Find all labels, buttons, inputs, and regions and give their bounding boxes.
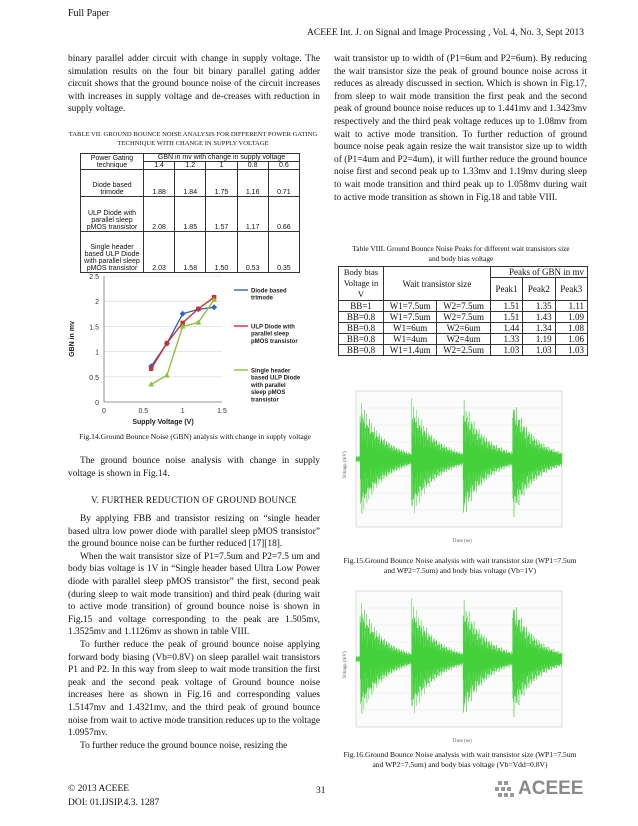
table8-peak: 1.44	[490, 323, 522, 334]
table8-peak: 1.51	[490, 301, 522, 312]
fig14-caption: Fig.14.Ground Bounce Noise (GBN) analysis with change in supply voltage	[79, 432, 311, 441]
journal-citation-header: ACEEE Int. J. on Signal and Image Processing , Vol. 4, No. 3, Sept 2013	[307, 28, 584, 38]
table7-cell: 1.57	[206, 197, 237, 232]
table-row	[339, 345, 588, 356]
footer-doi: DOI: 01.IJSIP.4.3. 1287	[68, 798, 160, 808]
table8-peak: 1.34	[523, 323, 555, 334]
table7-cell: 0.35	[268, 232, 299, 273]
table7	[80, 153, 300, 273]
table8-bb: BB=0.8	[339, 345, 384, 356]
intro-paragraph	[68, 53, 320, 116]
table7-cell: 1.16	[237, 170, 268, 197]
table-row	[339, 334, 588, 345]
aceee-logo	[494, 778, 590, 802]
table8-bb: BB=0.8	[339, 312, 384, 323]
table8-peak: 1.43	[523, 312, 555, 323]
table7-cell: 0.53	[237, 232, 268, 273]
y-axis-label: GBN in mv	[69, 321, 76, 357]
table8	[338, 266, 588, 356]
journal-type-label: Full Paper	[68, 8, 110, 19]
fig15-caption: Fig.15.Ground Bounce Noise analysis with wait transistor size (WP1=7.5um and WP2=7.5um) and body bias voltage (Vb=1V)	[343, 556, 577, 575]
table8-w2: W2=4um	[437, 334, 490, 345]
table8-bb: BB=0.8	[339, 334, 384, 345]
table7-volt: 1.4	[144, 162, 175, 170]
table8-peak: 1.33	[490, 334, 522, 345]
data-point	[196, 307, 200, 311]
table8-peak-label: Peak3	[555, 278, 587, 301]
table7-cell: 1.75	[206, 170, 237, 197]
table7-volt: 0.8	[237, 162, 268, 170]
fig16-caption: Fig.16.Ground Bounce Noise analysis with wait transistor size (WP1=7.5um and WP2=7.5um) and body bias voltage (Vb=Vdd=0.8V)	[343, 750, 577, 769]
y-tick-label: 2.5	[89, 274, 99, 281]
x-tick-label: 0.5	[138, 408, 149, 415]
table-row	[339, 323, 588, 334]
table-row	[81, 197, 300, 232]
table7-cell: 0.66	[268, 197, 299, 232]
data-point	[180, 311, 186, 317]
table-row	[81, 232, 300, 273]
table7-row-name: Diode based trimode	[81, 170, 144, 197]
table8-peak: 1.06	[555, 334, 587, 345]
table8-bb: BB=0.8	[339, 323, 384, 334]
table7-cell: 1.50	[206, 232, 237, 273]
table8-peak: 1.08	[555, 323, 587, 334]
right-text: wait transistor up to width of (P1=6um and P2=6um). By reducing the wait transistor size the peak of ground bounce noise across it reduces as already discussed in section. Which is shown in Fig.17, from sleep to wait mode transition the first peak and the second peak of ground bounce noise reduces up to 1.441mv and 1.3423mv respectively and the third peak voltage reduces up to 1.08mv from wait to active mode transition. To further reduction of ground bounce noise peak again resize the wait transistor size up to width of (P1=4um and P2=4um), it will further reduce the ground bounce noise first and second peak up to 1.33mv and 1.19mv during sleep to wait mode transition and third peak up to 1.058mv during wait to active mode transition as shown in Fig.18 and table VIII.	[334, 54, 587, 203]
y-tick-label: 2	[95, 299, 99, 307]
table7-cell: 0.71	[268, 170, 299, 197]
table7-header-gbn: GBN in mv with change in supply voltage	[144, 154, 300, 162]
table7-cell: 1.84	[175, 170, 206, 197]
table8-peak-label: Peak1	[490, 278, 522, 301]
table7-cell: 1.88	[144, 170, 175, 197]
x-tick-label: 1	[180, 408, 185, 415]
section-para-1: By applying FBB and transistor resizing on “single header based ultra low power diode with parallel sleep pMOS transistor” the ground bounce noise can be further reduced [17][18].	[68, 514, 320, 550]
y-tick-label: 0	[95, 400, 99, 407]
table8-caption: Table VIII. Ground Bounce Noise Peaks for different wait transistors size and body bias voltage	[352, 244, 570, 263]
table8-peak: 1.19	[523, 334, 555, 345]
data-point	[211, 304, 217, 310]
y-tick-label: 1	[95, 349, 99, 357]
right-paragraph	[334, 53, 587, 204]
table8-peak-label: Peak2	[523, 278, 555, 301]
page-number: 31	[316, 786, 326, 796]
y-tick-label: 0.5	[89, 374, 99, 382]
table8-header-body-bias: Body bias Voltage in V	[339, 267, 384, 301]
section-para-4: To further reduce the ground bounce noise, resizing the	[80, 740, 288, 751]
gbn-text: The ground bounce noise analysis with change in supply voltage is shown in Fig.14.	[68, 456, 320, 479]
section-title: V. FURTHER REDUCTION OF GROUND BOUNCE	[91, 495, 297, 505]
gbn-line-chart	[62, 268, 328, 428]
scope-xlabel: Time (ns)	[452, 539, 472, 544]
x-tick-label: 0	[102, 408, 106, 415]
fig16-waveform	[340, 585, 572, 745]
table7-volt: 0.6	[268, 162, 299, 170]
y-tick-label: 1.5	[89, 324, 99, 332]
scope-ylabel: Voltage (mV)	[343, 651, 348, 679]
fig15-waveform	[340, 385, 572, 545]
scope-xlabel: Time (ns)	[452, 739, 472, 744]
table7-header-technique: Power Gating technique	[81, 154, 144, 170]
data-point	[149, 367, 153, 371]
table7-caption: TABLE VII. GROUND BOUNCE NOISE ANALYSIS FOR DIFFERENT POWER GATING TECHNIQUE WITH CHANGE IN SUPPLY VOLTAGE	[68, 131, 318, 147]
table7-cell: 1.17	[237, 197, 268, 232]
table-row	[81, 170, 300, 197]
table-row	[339, 312, 588, 323]
table8-header-wait: Wait transistor size	[384, 267, 491, 301]
table8-peak: 1.51	[490, 312, 522, 323]
x-axis-label: Supply Voltage (V)	[132, 419, 194, 426]
table8-w1: W1=6um	[384, 323, 437, 334]
aceee-logo-text: ACEEE	[518, 778, 584, 799]
table7-row-name: Single header based ULP Diode with parallel sleep pMOS transistor	[81, 232, 144, 273]
table8-header-peaks: Peaks of GBN in mv	[490, 267, 587, 278]
table7-row-name: ULP Diode with parallel sleep pMOS transistor	[81, 197, 144, 232]
section-body	[68, 513, 320, 752]
table8-w1: W1=1.4um	[384, 345, 437, 356]
table7-cell: 2.08	[144, 197, 175, 232]
table8-peak: 1.11	[555, 301, 587, 312]
table8-w2: W2=7.5um	[437, 301, 490, 312]
legend-label: Single header based ULP Diode with parallel sleep pMOS transistor	[251, 368, 301, 404]
table8-w1: W1=7.5um	[384, 301, 437, 312]
table8-peak: 1.03	[490, 345, 522, 356]
table8-w1: W1=7.5um	[384, 312, 437, 323]
data-point	[165, 341, 169, 345]
footer-copyright: © 2013 ACEEE	[68, 784, 130, 794]
section-para-2: When the wait transistor size of P1=7.5um and P2=7.5 um and body bias voltage is 1V in “Single header based Ultra Low Power diode with parallel sleep pMOS transistor” the first, second peak (during sleep to wait mode transition) and third peak (during wait to active mode transition) of ground bounce noise is shown in Fig.15 and voltage corresponding to the peak are 1.505mv, 1.3525mv and 1.1126mv as shown in table VIII.	[68, 551, 320, 638]
table-row	[339, 301, 588, 312]
table8-w2: W2=2.5um	[437, 345, 490, 356]
table8-peak: 1.35	[523, 301, 555, 312]
table7-cell: 2.03	[144, 232, 175, 273]
table7-volt: 1	[206, 162, 237, 170]
legend-label: Diode based trimode	[251, 288, 287, 302]
section-para-3: To further reduce the peak of ground bounce noise applying forward body biasing (Vb=0.8V) on sleep parallel wait transistors P1 and P2. In this way from sleep to wait mode transition the first peak and the second peak voltage of Ground bounce noise increases here as shown in Fig.16 and corresponding values 1.5147mv and 1.4321mv, and the third peak of ground bounce noise from wait to active mode transition reduces up to the voltage 1.0957mv.	[68, 639, 320, 739]
table8-peak: 1.03	[523, 345, 555, 356]
table8-peak: 1.09	[555, 312, 587, 323]
table8-bb: BB=1	[339, 301, 384, 312]
table7-cell: 1.58	[175, 232, 206, 273]
aceee-logo-icon	[494, 779, 516, 801]
table7-cell: 1.85	[175, 197, 206, 232]
table7-volt: 1.2	[175, 162, 206, 170]
intro-text: binary parallel adder circuit with change in supply voltage. The simulation results on the four bit binary parallel gating adder circuit shows that the ground bounce noise of the circuit increases with increases in supply voltage and de-creases with reduction in supply voltage.	[68, 54, 320, 115]
gbn-paragraph	[68, 455, 320, 480]
table8-w1: W1=4um	[384, 334, 437, 345]
table8-peak: 1.03	[555, 345, 587, 356]
table8-w2: W2=7.5um	[437, 312, 490, 323]
data-point	[164, 372, 170, 377]
x-tick-label: 1.5	[217, 408, 227, 415]
legend-label: ULP Diode with parallel sleep pMOS transistor	[251, 324, 298, 345]
table8-w2: W2=6um	[437, 323, 490, 334]
scope-ylabel: Voltage (mV)	[343, 451, 348, 479]
